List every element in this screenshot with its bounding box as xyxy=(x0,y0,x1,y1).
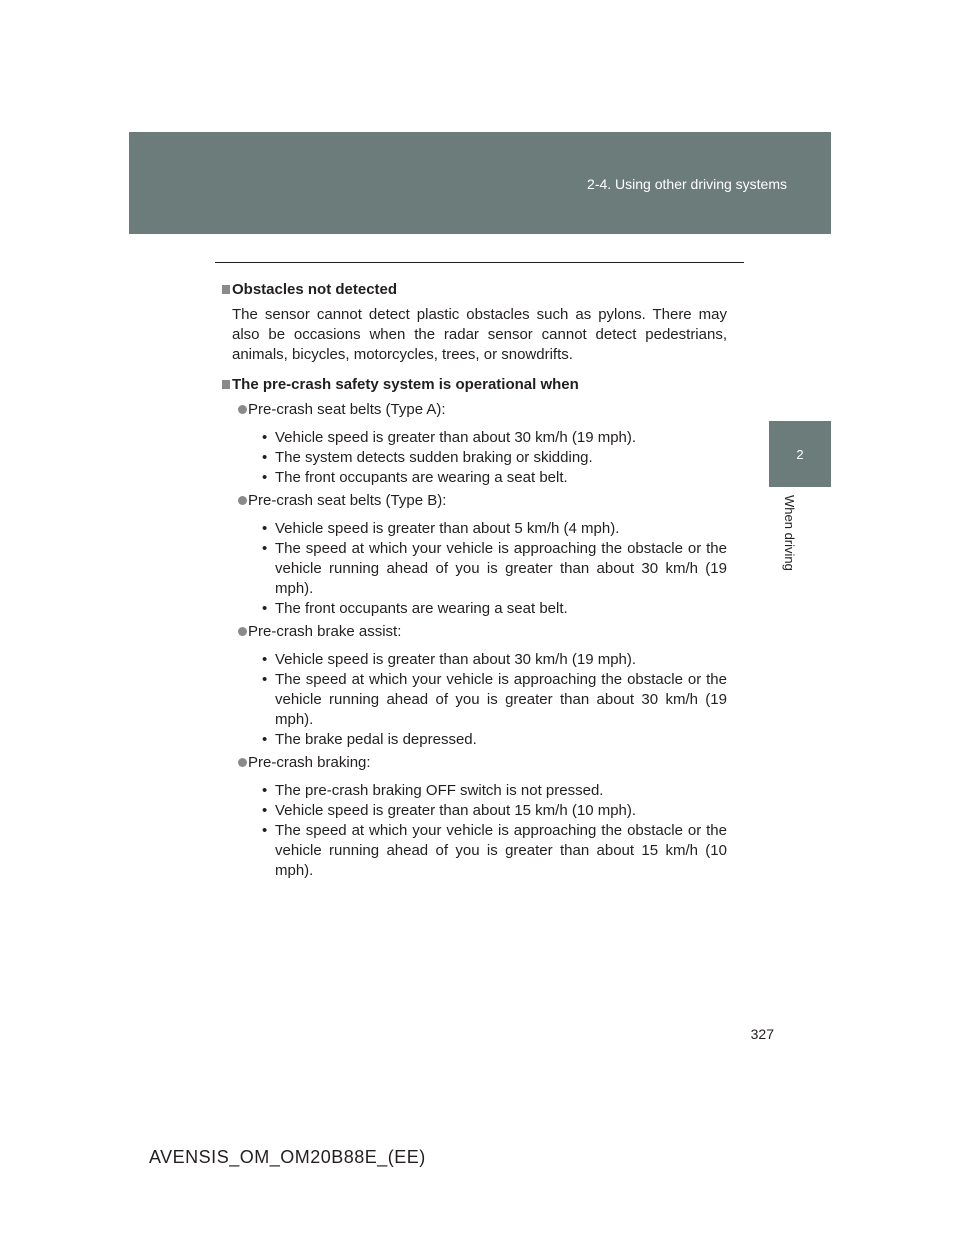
square-bullet-icon xyxy=(222,380,230,389)
page-content xyxy=(222,280,727,884)
list-item: • The speed at which your vehicle is approaching the obstacle or the vehicle running ahead of you is greater than about 15 km/h (10 mph). xyxy=(262,822,727,879)
group-heading xyxy=(238,400,727,420)
chapter-label: When driving xyxy=(782,495,797,571)
chapter-tab xyxy=(769,421,831,487)
condition-list xyxy=(222,519,727,619)
header-band xyxy=(129,132,831,234)
square-bullet-icon xyxy=(222,285,230,294)
section-heading xyxy=(222,280,727,300)
list-item: • Vehicle speed is greater than about 5 km/h (4 mph). xyxy=(262,520,620,537)
group-heading-text: Pre-crash seat belts (Type B): xyxy=(248,492,447,509)
circle-bullet-icon xyxy=(238,758,247,767)
list-item: • The front occupants are wearing a seat belt. xyxy=(262,469,568,486)
top-rule xyxy=(215,262,744,263)
group-heading xyxy=(238,622,727,642)
list-item: • Vehicle speed is greater than about 15 km/h (10 mph). xyxy=(262,802,637,819)
section-heading-text: Obstacles not detected xyxy=(232,281,398,298)
list-item: • The speed at which your vehicle is approaching the obstacle or the vehicle running ahead of you is greater than about 30 km/h (19 mph). xyxy=(262,671,727,728)
manual-code: AVENSIS_OM_OM20B88E_(EE) xyxy=(149,1147,426,1167)
group-heading xyxy=(238,753,727,773)
circle-bullet-icon xyxy=(238,496,247,505)
list-item: • The speed at which your vehicle is approaching the obstacle or the vehicle running ahead of you is greater than about 30 km/h (19 mph). xyxy=(262,540,727,597)
section-title: 2-4. Using other driving systems xyxy=(587,176,787,192)
section-body: The sensor cannot detect plastic obstacles such as pylons. There may also be occasions when the radar sensor cannot detect pedestrians, animals, bicycles, motorcycles, trees, or snowdrifts. xyxy=(232,306,727,363)
circle-bullet-icon xyxy=(238,405,247,414)
list-item: • The brake pedal is depressed. xyxy=(262,731,477,748)
section-heading-text: The pre-crash safety system is operational when xyxy=(232,376,579,393)
chapter-number: 2 xyxy=(796,447,804,462)
circle-bullet-icon xyxy=(238,627,247,636)
list-item: • The system detects sudden braking or skidding. xyxy=(262,449,593,466)
section-heading xyxy=(222,375,727,395)
condition-list xyxy=(222,428,727,488)
condition-list xyxy=(222,650,727,750)
list-item: • The front occupants are wearing a seat belt. xyxy=(262,600,568,617)
group-heading-text: Pre-crash brake assist: xyxy=(248,623,402,640)
group-heading xyxy=(238,491,727,511)
group-heading-text: Pre-crash seat belts (Type A): xyxy=(248,401,446,418)
list-item: • The pre-crash braking OFF switch is not pressed. xyxy=(262,782,604,799)
page-number: 327 xyxy=(750,1026,774,1042)
group-heading-text: Pre-crash braking: xyxy=(248,754,371,771)
list-item: • Vehicle speed is greater than about 30 km/h (19 mph). xyxy=(262,429,637,446)
list-item: • Vehicle speed is greater than about 30 km/h (19 mph). xyxy=(262,651,637,668)
condition-list xyxy=(222,781,727,881)
